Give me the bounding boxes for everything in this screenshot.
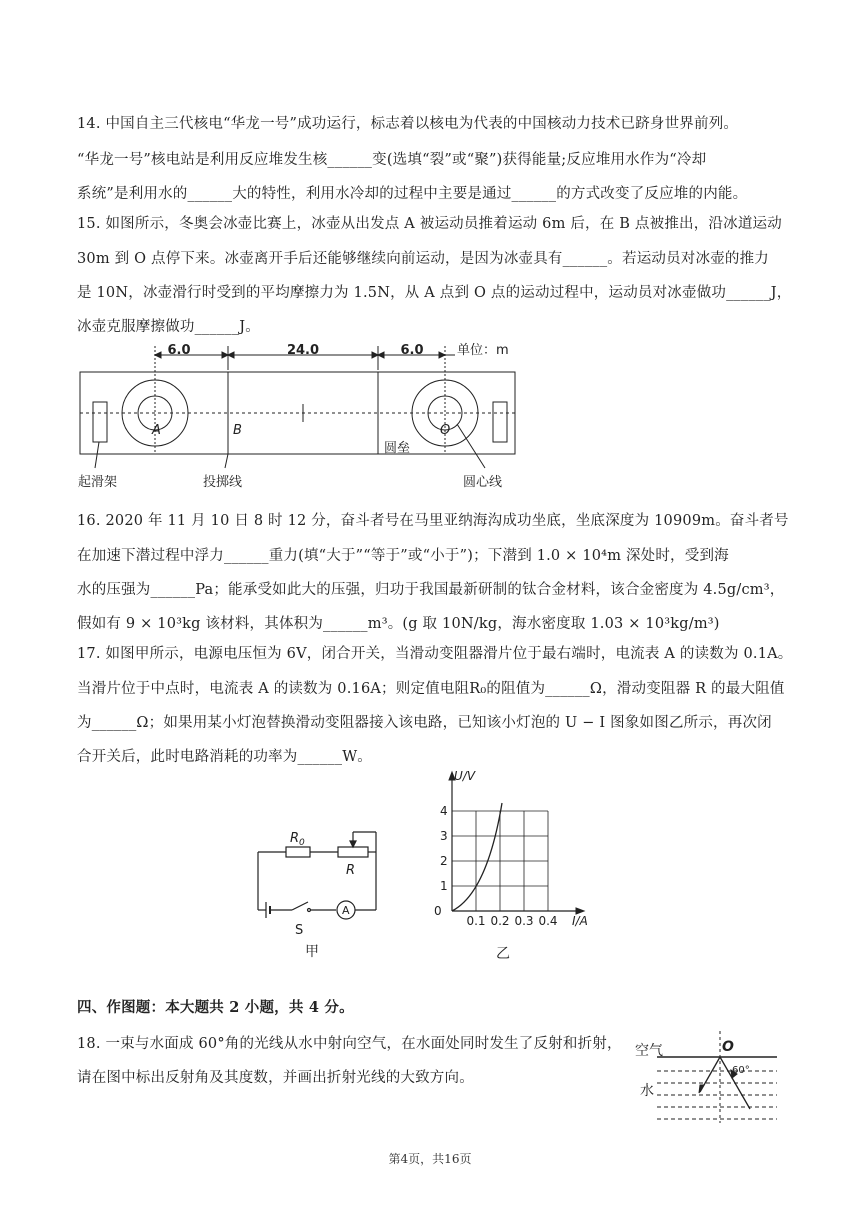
x-axis-label: I/A (572, 914, 588, 928)
x-tick-1: 0.1 (466, 914, 486, 928)
q14-line-1: 14. 中国自主三代核电“华龙一号”成功运行，标志着以核电为代表的中国核动力技术已跻身世界前列。 (77, 116, 739, 132)
y-tick-3: 3 (440, 829, 448, 843)
rheostat-label: R (346, 863, 356, 878)
q17-line-3: 为______Ω；如果用某小灯泡替换滑动变阻器接入该电路，已知该小灯泡的 U − I 图象如图乙所示，再次闭 (77, 715, 772, 731)
water-label: 水 (640, 1083, 654, 1099)
q18-line-1: 18. 一束与水面成 60°角的光线从水中射向空气，在水面处同时发生了反射和折射， (77, 1036, 622, 1052)
hack-label: 起滑架 (78, 475, 118, 490)
q14-line-3: 系统”是利用水的______大的特性，利用水冷却的过程中主要是通过______的方式改变了反应堆的内能。 (77, 186, 748, 202)
q15-line-2: 30m 到 O 点停下来。冰壶离开手后还能够继续向前运动，是因为冰壶具有______。若运动员对冰壶的推力 (77, 251, 770, 267)
point-b-label: B (233, 423, 242, 438)
unit-label: 单位：m (457, 343, 509, 358)
page-footer: 第4页，共16页 (388, 1152, 472, 1166)
q16-line-4: 假如有 9 × 10³kg 该材料，其体积为______m³。(g 取 10N/kg，海水密度取 1.03 × 10³kg/m³) (77, 616, 720, 632)
angle-label: 60° (732, 1065, 750, 1076)
dim-label-1: 6.0 (167, 343, 191, 358)
x-tick-3: 0.3 (514, 914, 534, 928)
section-4-heading: 四、作图题：本大题共 2 小题，共 4 分。 (77, 999, 354, 1016)
circuit-diagram (250, 822, 390, 962)
q15-line-4: 冰壶克服摩擦做功______J。 (77, 319, 261, 335)
q17-line-1: 17. 如图甲所示，电源电压恒为 6V，闭合开关，当滑动变阻器滑片位于最右端时，电流表 A 的读数为 0.1A。 (77, 646, 793, 662)
q17-line-4: 合开关后，此时电路消耗的功率为______W。 (77, 749, 373, 765)
switch-label: S (295, 923, 304, 938)
point-o-label: O (440, 423, 451, 438)
dim-label-2: 24.0 (286, 343, 320, 358)
air-label: 空气 (635, 1043, 663, 1059)
q16-line-3: 水的压强为______Pa；能承受如此大的压强，归功于我国最新研制的钛合金材料，该合金密度为 4.5g/cm³， (77, 582, 785, 598)
point-a-label: A (152, 423, 161, 438)
dim-label-3: 6.0 (400, 343, 424, 358)
y-tick-0: 0 (434, 904, 442, 918)
x-tick-2: 0.2 (490, 914, 510, 928)
x-tick-4: 0.4 (538, 914, 558, 928)
ammeter-label: A (342, 904, 350, 917)
throw-line-label: 投掷线 (203, 475, 243, 490)
q15-line-1: 15. 如图所示，冬奥会冰壶比赛上，冰壶从出发点 A 被运动员推着运动 6m 后，在 B 点被推出，沿冰道运动 (77, 216, 782, 232)
figure-yi-label: 乙 (496, 946, 510, 962)
q16-line-2: 在加速下潜过程中浮力______重力(填“大于”“等于”或“小于”)；下潜到 1.0 × 10⁴m 深处时，受到海 (77, 548, 729, 564)
house-label: 圆垒 (384, 441, 411, 456)
curling-track-figure (75, 340, 525, 495)
u-i-graph (422, 768, 612, 964)
q15-line-3: 是 10N，冰壶滑行时受到的平均摩擦力为 1.5N，从 A 点到 O 点的运动过程中，运动员对冰壶做功______J， (77, 285, 792, 301)
r0-label: $R_0$ (290, 831, 305, 848)
refraction-figure (632, 1027, 782, 1127)
y-tick-1: 1 (440, 879, 448, 893)
y-axis-label: U/V (454, 769, 476, 783)
q16-line-1: 16. 2020 年 11 月 10 日 8 时 12 分，奋斗者号在马里亚纳海沟成功坐底，坐底深度为 10909m。奋斗者号 (77, 513, 789, 529)
point-o-label: O (722, 1039, 734, 1055)
q17-line-2: 当滑片位于中点时，电流表 A 的读数为 0.16A；则定值电阻R₀的阻值为______Ω，滑动变阻器 R 的最大阻值 (77, 681, 785, 697)
q18-line-2: 请在图中标出反射角及其度数，并画出折射光线的大致方向。 (77, 1070, 474, 1086)
y-tick-4: 4 (440, 804, 448, 818)
y-tick-2: 2 (440, 854, 448, 868)
center-line-label: 圆心线 (463, 475, 503, 490)
figure-jia-label: 甲 (305, 944, 319, 960)
q14-line-2: “华龙一号”核电站是利用反应堆发生核______变(选填“裂”或“聚”)获得能量;反应堆用水作为“冷却 (77, 152, 707, 168)
